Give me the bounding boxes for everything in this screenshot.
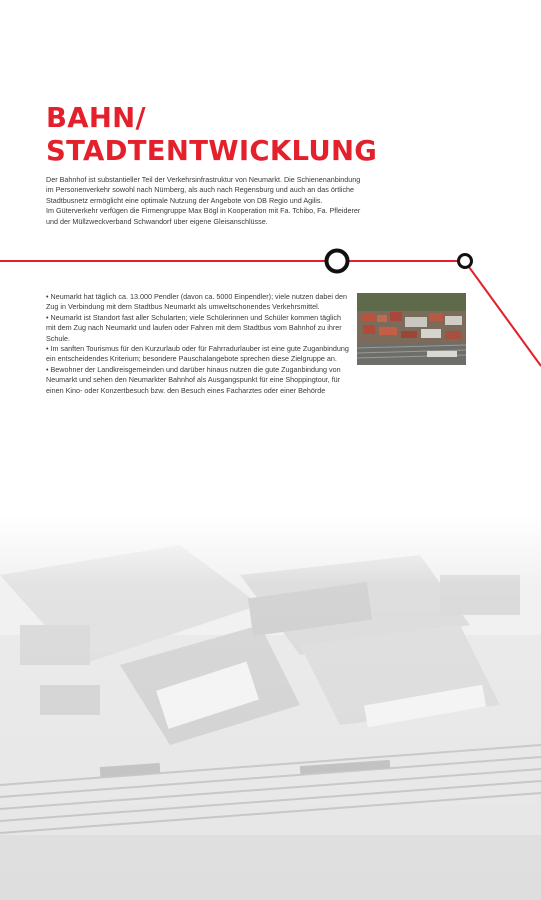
station-aerial-photo: [357, 293, 466, 365]
bullet-item: • Bewohner der Landkreisgemeinden und darüber hinaus nutzen die gute Zuganbindung von Neumarkt und sehen den Neumarkter Bahnhof als Ausgangspunkt für eine Shoppingtour, für einen Kino- oder Konzertbesuch bzw. den Besuch eines Facharztes oder einer Behörde: [46, 364, 341, 395]
title-line-1: BAHN/: [46, 102, 146, 134]
title-line-2: STADTENTWICKLUNG: [46, 135, 378, 167]
bullet-item: • Neumarkt hat täglich ca. 13.000 Pendler (davon ca. 5000 Einpendler); viele nutzen dabei den Zug in Verbindung mit dem Stadtbus Neumarkt als umweltschonendes Verkehrsmittel.: [46, 292, 347, 312]
intro-paragraph-2: Im Güterverkehr verfügen die Firmengruppe Max Bögl in Kooperation mit Fa. Tchibo, Fa. Pfleiderer und der Müllzweckverband Schwandorf über eigene Gleisanschlüsse.: [46, 206, 361, 226]
page-title: [46, 102, 377, 168]
intro-text: [46, 175, 364, 227]
bullet-item: • Neumarkt ist Standort fast aller Schularten; viele Schülerinnen und Schüler kommen täglich mit dem Zug nach Neumarkt und laufen oder Fahren mit dem Stadtbus vom Bahnhof zu ihrer Schule.: [46, 312, 342, 343]
background-aerial-photo: [0, 515, 541, 900]
station-marker-small: [459, 255, 472, 268]
bullet-item: • Im sanften Tourismus für den Kurzurlaub oder für Fahrradurlauber ist eine gute Zuganbindung ein entscheidendes Kriterium; besondere Pauschalangebote sprechen diese Zielgruppe an.: [46, 344, 349, 364]
bullet-list: [46, 292, 350, 396]
route-line-diagonal: [469, 267, 541, 366]
station-marker-large: [327, 251, 348, 272]
intro-paragraph-1: Der Bahnhof ist substantieller Teil der Verkehrsinfrastruktur von Neumarkt. Die Schienenanbindung im Personenverkehr sowohl nach Nürnberg, als auch nach Regensburg und auch an das örtliche Stadtbusnetz ermöglicht eine optimale Nutzung der Angebote von DB Regio und Agilis.: [46, 175, 361, 205]
